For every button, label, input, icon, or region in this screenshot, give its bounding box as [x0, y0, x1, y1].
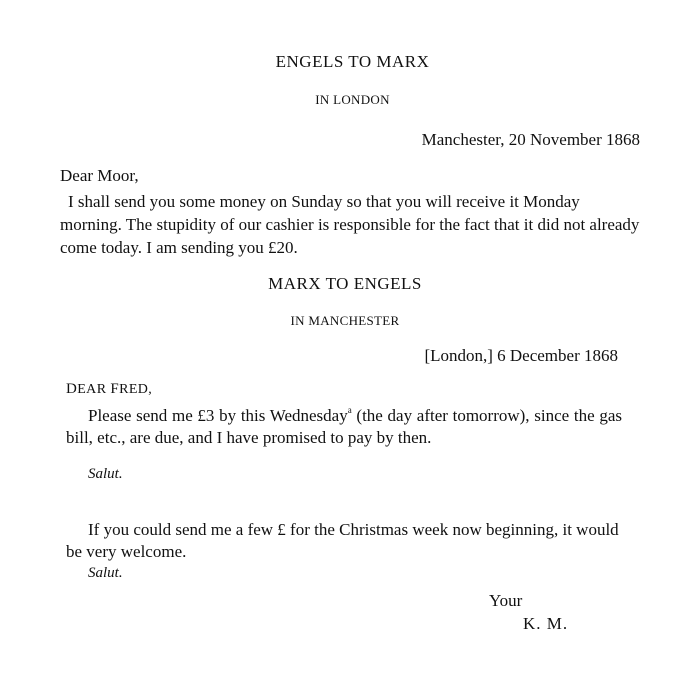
letter1-body-text: I shall send you some money on Sunday so that you will receive it Monday morning. The stupidity of our cashier is responsible for the fact that it did not already come today. I am sending you £20. — [60, 192, 640, 257]
letter2-body-before-note: Please send me £3 by this Wednesday — [88, 406, 348, 425]
letter2-subheading: IN MANCHESTER — [290, 313, 400, 328]
letter2-salut-1: Salut. — [88, 466, 123, 482]
letter2-body-after-note: (the day after tomorrow), since the gas bill, etc., are due, and I have promised to pay by then. — [66, 406, 622, 447]
letter1-body — [60, 190, 644, 259]
greeting-initial-d: D — [66, 381, 78, 397]
letter2-signature: K. M. — [523, 614, 569, 633]
letter1-heading: ENGELS TO MARX — [275, 52, 430, 71]
letter2-postscript — [66, 519, 622, 563]
letter2-body — [66, 405, 622, 449]
letter2-heading: MARX TO ENGELS — [268, 274, 422, 293]
letter2-salut-2: Salut. — [88, 565, 123, 581]
greeting-initial-f: F — [110, 381, 120, 397]
greeting-rest-ear: EAR — [77, 382, 107, 397]
letter2-greeting — [66, 381, 152, 398]
letter1-subheading: IN LONDON — [315, 92, 390, 107]
letter2-postscript-text: If you could send me a few £ for the Christmas week now beginning, it would be very welcome. — [66, 520, 619, 561]
letter2-dateline: [London,] 6 December 1868 — [424, 346, 618, 365]
letter2-closing: Your — [489, 591, 523, 610]
letter1-dateline: Manchester, 20 November 1868 — [421, 130, 640, 149]
footnote-marker: a — [347, 405, 352, 415]
greeting-rest-red: RED, — [119, 382, 153, 397]
letter1-greeting: Dear Moor, — [60, 166, 139, 185]
